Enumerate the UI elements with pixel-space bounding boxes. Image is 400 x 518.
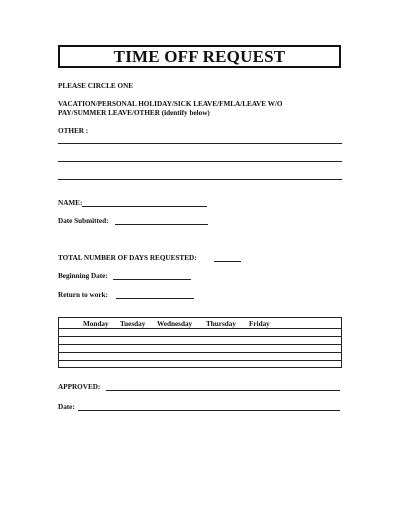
- name-label: NAME:: [58, 199, 83, 207]
- leave-types-line-1: VACATION/PERSONAL HOLIDAY/SICK LEAVE/FMLA/LEAVE W/O: [58, 100, 283, 108]
- other-line-1[interactable]: [58, 143, 342, 144]
- weekday-header: Friday: [249, 320, 270, 328]
- table-row[interactable]: [59, 344, 341, 345]
- leave-types-line-2: PAY/SUMMER LEAVE/OTHER (identify below): [58, 109, 210, 117]
- table-row[interactable]: [59, 360, 341, 361]
- approval-date-field[interactable]: [78, 410, 340, 411]
- name-field[interactable]: [82, 206, 207, 207]
- weekday-header: Thursday: [206, 320, 236, 328]
- table-row[interactable]: [59, 336, 341, 337]
- total-days-field[interactable]: [214, 261, 241, 262]
- other-label: OTHER :: [58, 127, 89, 135]
- weekday-header: Monday: [83, 320, 109, 328]
- page-title: TIME OFF REQUEST: [113, 46, 286, 66]
- beginning-date-label: Beginning Date:: [58, 272, 108, 280]
- other-line-2[interactable]: [58, 161, 342, 162]
- title-box: [58, 45, 341, 68]
- return-label: Return to work:: [58, 291, 108, 299]
- approved-signature-field[interactable]: [106, 390, 340, 391]
- other-line-3[interactable]: [58, 179, 342, 180]
- circle-instruction: PLEASE CIRCLE ONE: [58, 82, 134, 90]
- date-submitted-field[interactable]: [115, 224, 208, 225]
- beginning-date-field[interactable]: [113, 279, 191, 280]
- table-row[interactable]: [59, 352, 341, 353]
- date-submitted-label: Date Submitted:: [58, 217, 109, 225]
- return-date-field[interactable]: [116, 298, 194, 299]
- approved-label: APPROVED:: [58, 383, 101, 391]
- weekday-header: Wednesday: [157, 320, 193, 328]
- table-row[interactable]: [59, 328, 341, 329]
- weekday-table: [58, 317, 342, 368]
- approval-date-label: Date:: [58, 403, 75, 411]
- total-days-label: TOTAL NUMBER OF DAYS REQUESTED:: [58, 254, 197, 262]
- weekday-header: Tuesday: [120, 320, 146, 328]
